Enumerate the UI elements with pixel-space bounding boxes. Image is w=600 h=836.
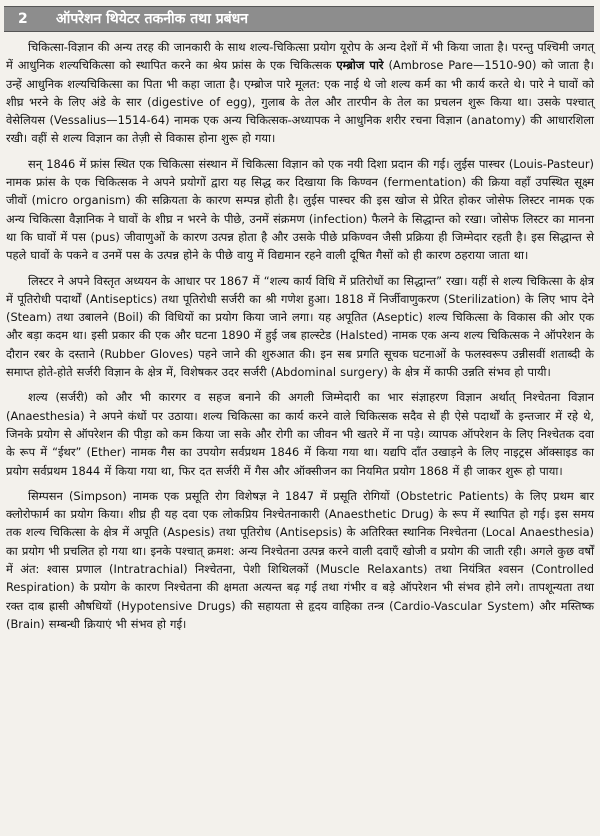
paragraph-simpson: सिम्पसन (Simpson) नामक एक प्रसूति रोग विशेषज्ञ ने 1847 में प्रसूति रोगियों (Obstetric Patients) के लिए प्रथम बार क्लोरोफार्म का प्रयोग किया। शीघ्र ही यह दवा एक लोकप्रिय निश्चेतनाकारी (Anaesthetic Drug) के रूप में स्थापित हो गई। इस समय तक शल्य चिकित्सा के क्षेत्र में अपूति (Aspesis) तथा पूतिरोध (Antisepsis) के अतिरिक्त स्थानिक निश्चेतना (Local Anaesthesia) का प्रयोग भी प्रचलित हो गया था। इनके पश्चात् क्रमश: अन्य निश्चेतना उत्पन्न करने वाली दवाएँ खोजी व प्रयोग की जाती रही। अगले कुछ वर्षों में अंत: श्वास प्रणाल (Intratrachial) निश्चेतना, पेशी शिथिलकों (Muscle Relaxants) तथा नियंत्रित श्वसन (Controlled Respiration) के प्रयोग के कारण निश्चेतना की क्षमता अत्यन्त बढ़ गई तथा गंभीर व बड़े ऑपरेशन भी संभव होने लगे। तापशून्यता तथा रक्त दाब ह्रासी औषधियों (Hypotensive Drugs) की सहायता से हृदय वाहिका तन्त्र (Cardio-Vascular System) और मस्तिष्क (Brain) सम्बन्धी क्रियाएं भी संभव हो गई।: [6, 488, 594, 631]
paragraph-ambrose-pare: [6, 38, 594, 148]
bold-name-ambrose-pare: एम्ब्रोज पारे: [336, 58, 384, 73]
page-body: [6, 38, 594, 640]
paragraph-lister: लिस्टर ने अपने विस्तृत अध्ययन के आधार पर 1867 में “शल्य कार्य विधि में प्रतिरोधों का सिद्धान्त” रखा। यहीं से शल्य चिकित्सा के क्षेत्र में पूतिरोधी पदार्थों (Antiseptics) तथा पूतिरोधी सर्जरी का श्री गणेश हुआ। 1818 में निर्जीवाणुकरण (Sterilization) के लिए भाप देने (Steam) तथा उबालने (Boil) की विधियों का प्रयोग किया जाने लगा। यह अपूतित (Aseptic) शल्य चिकित्सा के विकास की ओर एक और बड़ा कदम था। इसी प्रकार की एक और घटना 1890 में हुई जब हाल्स्टेड (Halsted) नामक एक अन्य शल्य चिकित्सक ने ऑपरेशन के दौरान रबर के दस्ताने (Rubber Gloves) पहने जाने की शुरुआत की। इन सब प्रगति सूचक घटनाओं के फलस्वरूप उन्नीसवीं शताब्दी के समाप्त होते-होते सर्जरी विज्ञान के क्षेत्र में, विशेषकर उदर सर्जरी (Abdominal surgery) के क्षेत्र में काफी उन्नति संभव हो पायी।: [6, 273, 594, 380]
paragraph-text: (Ambrose Pare—1510-90) को जाता है। उन्हें आधुनिक शल्यचिकित्सा का पिता भी कहा जाता है। एम्ब्रोज पारे मूलत: एक नाई थे जो शल्य कर्म का भी कार्य करते थे। पारे ने घावों को शीघ्र भरने के लिए अंडे के सार (digestive of egg), गुलाब के तेल और तारपीन के तेल का प्रचलन शुरू किया था। उसके पश्चात् वेसेलियस (Vessalius—1514-64) नामक एक अन्य चिकित्सक-अध्यापक ने आधुनिक शरीर रचना विज्ञान (anatomy) की आधारशिला रखी। वहीं से शल्य विज्ञान का तेज़ी से विकास होना शुरू हो गया।: [6, 58, 595, 146]
paragraph-anaesthesia: शल्य (सर्जरी) को और भी कारगर व सहज बनाने की अगली जिम्मेदारी का भार संज्ञाहरण विज्ञान अर्थात् निश्चेतना विज्ञान (Anaesthesia) ने अपने कंधों पर उठाया। शल्य चिकित्सा का कार्य करने वाले चिकित्सक सदैव से ही ऐसे पदार्थों के इन्तजार में रहे थे, जिनके प्रयोग से ऑपरेशन की पीड़ा को कम किया जा सके और रोगी का जीवन भी खतरे में ना पड़े। व्यापक ऑपरेशन के लिए निश्चेतक दवा के रूप में “ईथर” (Ether) नामक गैस का उपयोग सर्वप्रथम 1846 में किया गया था। यद्यपि दाँत उखाड़ने के लिए नाइट्रस ऑक्साइड का प्रयोग सर्वप्रथम 1844 में किया गया था, फिर दत सर्जरी में गैस और ऑक्सीजन का नियमित प्रयोग 1868 में ही जाकर शुरू हो पाया।: [6, 390, 594, 478]
running-header: [0, 0, 600, 38]
header-title: ऑपरेशन थियेटर तकनीक तथा प्रबंधन: [56, 11, 249, 27]
header-bar: [4, 6, 594, 32]
page-number: 2: [18, 11, 28, 27]
paragraph-text: चिकित्सा-विज्ञान की अन्य तरह की जानकारी के साथ शल्य-चिकित्सा प्रयोग यूरोप के अन्य देशों में भी किया जाता है। परन्तु पश्चिमी जगत् में आधुनिक शल्यचिकित्सा को स्थापित करने का श्रेय फ्रांस के एक चिकित्सक: [6, 40, 594, 73]
paragraph-louis-pasteur: सन् 1846 में फ्रांस स्थित एक चिकित्सा संस्थान में चिकित्सा विज्ञान को एक नयी दिशा प्रदान की गई। लुईस पास्चर (Louis-Pasteur) नामक फ्रांस के एक चिकित्सक ने अपने प्रयोगों द्वारा यह सिद्ध कर दिखाया कि किण्वन (fermentation) की क्रिया वहाँ उपस्थित सूक्ष्म जीवों (micro organism) की सक्रियता के कारण सम्पन्न होती है। लुईस पास्चर की इस खोज से प्रेरित होकर जोसेफ लिस्टर नामक एक अन्य चिकित्सा वैज्ञानिक ने घावों के शीघ्र न भरने के पीछे, उनमें संक्रमण (infection) फैलने के सिद्धान्त को रखा। जोसेफ लिस्टर का मानना था कि घावों में पस (pus) जीवाणुओं के कारण उत्पन्न होता है और उसके पीछे प्रकिण्वन जैसी प्रक्रिया ही जिम्मेदार रहती है। इस सिद्धान्त से पहले घावों के पकने व उनमें पस के उत्पन्न होने के पीछे वायु में विद्यमान रहने वाली दूषित गैसों को ही कारण ठहराया जाता था।: [6, 156, 594, 263]
